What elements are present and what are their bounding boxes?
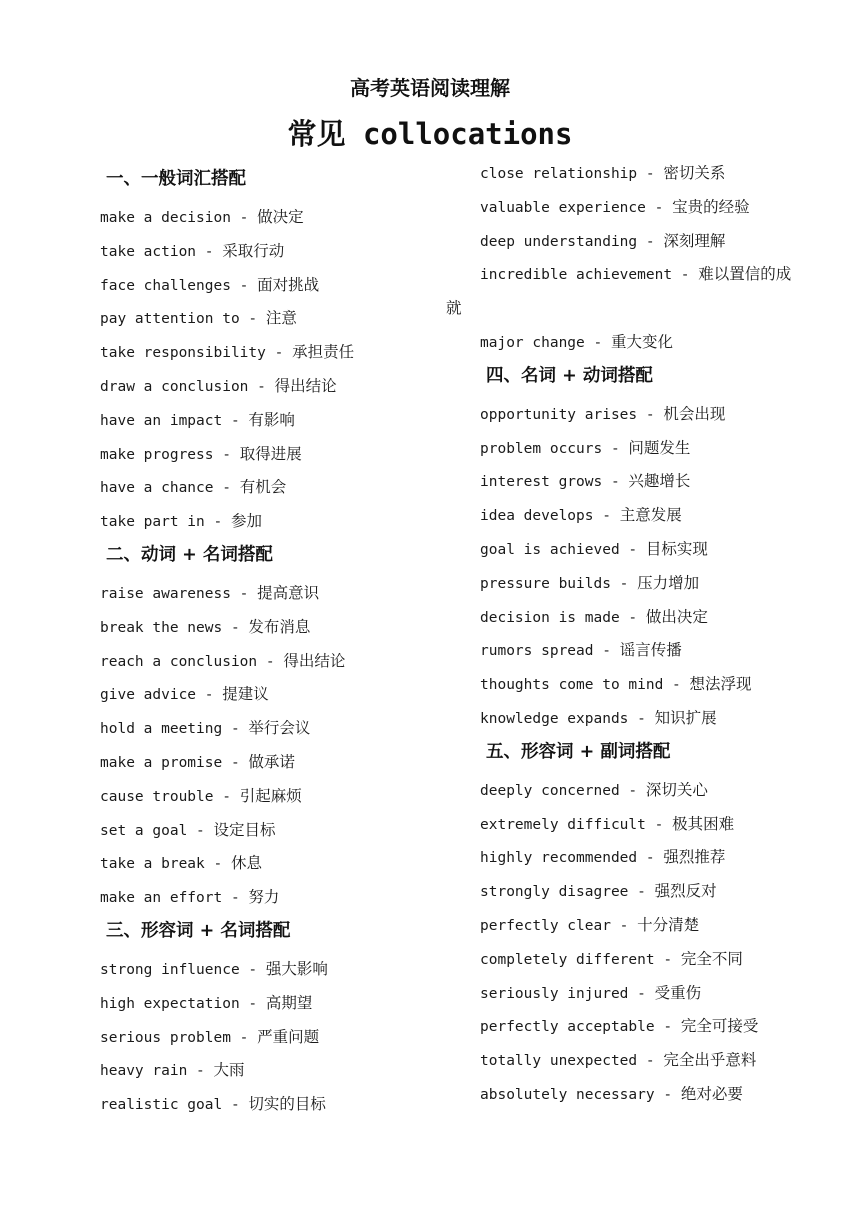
collocation-chinese: 难以置信的成 [698, 265, 792, 284]
collocation-english: draw a conclusion [100, 378, 249, 395]
collocation-chinese: 做决定 [257, 208, 304, 226]
collocation-english: extremely difficult [480, 816, 646, 833]
collocation-chinese: 高期望 [265, 993, 313, 1012]
collocation-english: deeply concerned [480, 782, 620, 799]
section-heading-adv-adj: 五、形容词 + 副词搭配 [486, 741, 671, 762]
collocation-chinese: 强烈推荐 [663, 848, 726, 867]
collocation-chinese: 重大变化 [610, 332, 673, 351]
collocation-english: face challenges [100, 277, 231, 294]
collocation-english: interest grows [480, 474, 603, 491]
separator-dash: - [637, 406, 664, 423]
collocation-english: make a promise [100, 754, 223, 771]
separator-dash: - [645, 199, 673, 216]
collocation-english: heavy rain [100, 1063, 188, 1080]
collocation-chinese: 想法浮现 [689, 675, 752, 694]
collocation-chinese: 切实的目标 [248, 1095, 326, 1114]
collocation-english: deep understanding [480, 233, 638, 250]
collocation-item [100, 1054, 440, 1088]
collocation-english: pressure builds [480, 575, 611, 592]
separator-dash: - [628, 710, 655, 727]
collocation-list [480, 398, 820, 736]
collocation-chinese: 谣言传播 [619, 641, 682, 660]
collocation-english: give advice [100, 687, 197, 704]
collocation-chinese: 目标实现 [645, 539, 708, 558]
collocation-english: take part in [100, 514, 205, 531]
collocation-item [100, 1021, 440, 1055]
separator-dash: - [645, 816, 673, 833]
separator-dash: - [239, 961, 266, 978]
collocation-english: have an impact [100, 412, 223, 429]
separator-dash: - [222, 754, 249, 771]
collocation-chinese: 举行会议 [248, 719, 311, 738]
collocation-item [480, 465, 820, 499]
separator-dash: - [593, 643, 620, 660]
collocation-english: highly recommended [480, 850, 638, 867]
collocation-chinese-wrapped: 就 [446, 299, 462, 318]
collocation-english: problem occurs [480, 440, 603, 457]
collocation-chinese: 十分清楚 [637, 915, 700, 934]
collocation-item [100, 370, 440, 404]
section-heading-noun-verb: 四、名词 + 动词搭配 [486, 365, 653, 386]
separator-dash: - [213, 480, 240, 497]
collocation-english: raise awareness [100, 585, 231, 602]
separator-dash: - [610, 917, 638, 934]
separator-dash: - [637, 1053, 664, 1070]
separator-dash: - [222, 412, 249, 429]
collocation-chinese: 引起麻烦 [239, 786, 302, 805]
collocation-english: make an effort [100, 890, 223, 907]
collocation-item [100, 847, 440, 881]
section-heading-verb-noun: 二、动词 + 名词搭配 [106, 544, 273, 565]
collocation-chinese: 受重伤 [654, 983, 702, 1002]
collocation-item [480, 326, 820, 360]
separator-dash: - [672, 267, 699, 284]
section-heading-general: 一、一般词汇搭配 [106, 169, 246, 189]
collocation-item [100, 201, 440, 235]
collocation-chinese: 得出结论 [274, 376, 337, 395]
separator-dash: - [637, 850, 664, 867]
separator-dash: - [619, 782, 646, 799]
collocation-english: serious problem [100, 1029, 231, 1046]
collocation-chinese: 严重问题 [257, 1027, 320, 1046]
collocation-item [100, 987, 440, 1021]
collocation-english: perfectly clear [480, 917, 611, 934]
collocation-item [480, 499, 820, 533]
collocation-item [480, 634, 820, 668]
collocation-chinese: 完全可接受 [680, 1017, 759, 1036]
collocation-item [480, 1010, 820, 1044]
collocation-chinese: 得出结论 [283, 651, 346, 670]
separator-dash: - [654, 1086, 681, 1103]
collocation-chinese: 深刻理解 [663, 231, 726, 250]
collocation-english: cause trouble [100, 788, 214, 805]
collocation-item [480, 398, 820, 432]
separator-dash: - [239, 995, 266, 1012]
separator-dash: - [222, 890, 249, 907]
collocation-item [100, 678, 440, 712]
separator-dash: - [222, 721, 249, 738]
collocation-chinese: 极其困难 [672, 814, 735, 833]
separator-dash: - [222, 1097, 249, 1114]
collocation-chinese: 休息 [230, 854, 262, 873]
collocation-chinese: 深切关心 [645, 780, 708, 799]
collocation-item [480, 774, 820, 808]
left-column [100, 163, 440, 1122]
collocation-chinese: 绝对必要 [680, 1084, 743, 1103]
collocation-english: strongly disagree [480, 884, 629, 901]
collocation-chinese: 面对挑战 [257, 275, 320, 294]
collocation-english: have a chance [100, 480, 214, 497]
collocation-english: knowledge expands [480, 710, 629, 727]
collocation-item [100, 1088, 440, 1122]
collocation-list [100, 577, 440, 915]
separator-dash: - [628, 985, 655, 1002]
collocation-chinese: 做承诺 [248, 752, 295, 771]
separator-dash: - [265, 345, 293, 362]
collocation-chinese: 设定目标 [213, 820, 276, 839]
collocation-chinese: 知识扩展 [654, 708, 717, 727]
collocation-english: seriously injured [480, 985, 629, 1002]
collocation-chinese: 大雨 [213, 1061, 245, 1080]
collocation-item [480, 432, 820, 466]
page-title: 高考英语阅读理解 [350, 76, 510, 100]
collocation-english: perfectly acceptable [480, 1019, 655, 1036]
collocation-chinese: 采取行动 [222, 241, 285, 260]
collocation-chinese: 努力 [248, 888, 280, 907]
separator-dash: - [654, 1019, 681, 1036]
collocation-item [480, 841, 820, 875]
collocation-english: strong influence [100, 961, 240, 978]
collocation-chinese: 兴趣增长 [628, 472, 691, 491]
separator-dash: - [619, 541, 646, 558]
separator-dash: - [230, 585, 258, 602]
collocation-chinese: 发布消息 [248, 617, 311, 636]
collocation-item [480, 1078, 820, 1112]
separator-dash: - [257, 653, 284, 670]
collocation-item [480, 808, 820, 842]
separator-dash: - [213, 446, 240, 463]
collocation-english: goal is achieved [480, 541, 620, 558]
collocation-item [480, 943, 820, 977]
collocation-item [480, 977, 820, 1011]
separator-dash: - [187, 1063, 214, 1080]
page-subtitle: 常见 collocations [287, 117, 573, 151]
collocation-item [480, 1044, 820, 1078]
collocation-chinese: 参加 [230, 512, 262, 531]
collocation-item [480, 225, 820, 259]
separator-dash: - [637, 233, 664, 250]
separator-dash: - [213, 788, 240, 805]
collocation-english: high expectation [100, 995, 240, 1012]
collocation-item [100, 953, 440, 987]
collocation-item [100, 645, 440, 679]
collocation-english: thoughts come to mind [480, 677, 664, 694]
collocation-list [100, 201, 440, 539]
collocation-english: valuable experience [480, 199, 646, 216]
collocation-english: take responsibility [100, 345, 266, 362]
separator-dash: - [628, 884, 655, 901]
collocation-english: break the news [100, 619, 223, 636]
collocation-item [480, 258, 820, 292]
collocation-item [480, 875, 820, 909]
separator-dash: - [619, 609, 646, 626]
collocation-english: reach a conclusion [100, 653, 258, 670]
collocation-item [100, 505, 440, 539]
collocation-chinese: 完全不同 [680, 949, 743, 968]
collocation-item [480, 533, 820, 567]
collocation-english: hold a meeting [100, 721, 223, 738]
collocation-english: make a decision [100, 210, 231, 226]
separator-dash: - [187, 822, 214, 839]
collocation-item [100, 746, 440, 780]
collocation-item [480, 702, 820, 736]
collocation-chinese: 宝贵的经验 [672, 197, 750, 216]
collocation-item [480, 909, 820, 943]
separator-dash: - [602, 474, 629, 491]
collocation-chinese: 提建议 [222, 685, 269, 704]
collocation-item [480, 157, 820, 191]
separator-dash: - [248, 378, 275, 395]
collocation-list [480, 774, 820, 1112]
collocation-english: idea develops [480, 508, 594, 525]
collocation-english: decision is made [480, 609, 620, 626]
collocation-item [480, 567, 820, 601]
collocation-chinese: 注意 [265, 309, 297, 328]
collocation-chinese: 做出决定 [645, 607, 708, 626]
separator-dash: - [663, 677, 690, 694]
collocation-item [100, 336, 440, 370]
collocation-chinese: 承担责任 [292, 343, 355, 362]
collocation-item [100, 814, 440, 848]
collocation-item [100, 577, 440, 611]
collocation-item [100, 438, 440, 472]
separator-dash: - [230, 1029, 258, 1046]
section-heading-adj-noun: 三、形容词 + 名词搭配 [106, 920, 291, 941]
collocation-item [100, 269, 440, 303]
collocation-english: close relationship [480, 166, 638, 182]
separator-dash: - [204, 856, 231, 873]
separator-dash: - [637, 166, 664, 182]
collocation-chinese: 主意发展 [619, 506, 682, 525]
collocation-english: pay attention to [100, 311, 240, 328]
collocation-item [480, 191, 820, 225]
collocation-item [100, 780, 440, 814]
collocation-item [480, 601, 820, 635]
separator-dash: - [196, 243, 223, 260]
collocation-english: rumors spread [480, 643, 594, 660]
collocation-chinese: 完全出乎意料 [663, 1051, 757, 1070]
right-column [446, 157, 820, 1112]
collocation-english: totally unexpected [480, 1053, 638, 1070]
collocation-chinese: 密切关系 [663, 164, 726, 182]
collocation-english: major change [480, 334, 585, 351]
collocation-chinese: 压力增加 [637, 573, 700, 592]
separator-dash: - [593, 508, 620, 525]
collocation-chinese: 机会出现 [663, 404, 726, 423]
separator-dash: - [610, 575, 638, 592]
separator-dash: - [204, 514, 231, 531]
separator-dash: - [196, 687, 223, 704]
collocation-list [446, 157, 820, 360]
collocation-english: take action [100, 243, 197, 260]
collocation-list [100, 953, 440, 1122]
collocation-chinese: 有影响 [248, 410, 295, 429]
separator-dash: - [230, 277, 258, 294]
separator-dash: - [654, 951, 681, 968]
collocation-english: realistic goal [100, 1097, 223, 1114]
collocation-item [480, 668, 820, 702]
collocation-chinese: 提高意识 [257, 583, 320, 602]
collocation-english: set a goal [100, 822, 188, 839]
collocation-english: completely different [480, 951, 655, 968]
collocation-item [100, 235, 440, 269]
separator-dash: - [230, 210, 258, 226]
separator-dash: - [584, 334, 611, 351]
collocation-english: incredible achievement [480, 267, 673, 284]
collocation-chinese: 强大影响 [265, 959, 328, 978]
collocation-english: make progress [100, 446, 214, 463]
collocation-item [100, 712, 440, 746]
separator-dash: - [239, 311, 266, 328]
collocation-item [100, 302, 440, 336]
separator-dash: - [222, 619, 249, 636]
collocation-item [100, 611, 440, 645]
collocation-item [100, 471, 440, 505]
collocation-item [100, 404, 440, 438]
collocation-english: opportunity arises [480, 406, 638, 423]
collocation-chinese: 取得进展 [239, 444, 302, 463]
collocation-item [100, 881, 440, 915]
collocation-chinese: 强烈反对 [654, 882, 717, 901]
collocation-chinese: 有机会 [239, 478, 287, 497]
separator-dash: - [602, 440, 629, 457]
collocation-chinese: 问题发生 [628, 438, 691, 457]
collocation-english: absolutely necessary [480, 1086, 655, 1103]
collocation-english: take a break [100, 856, 205, 873]
